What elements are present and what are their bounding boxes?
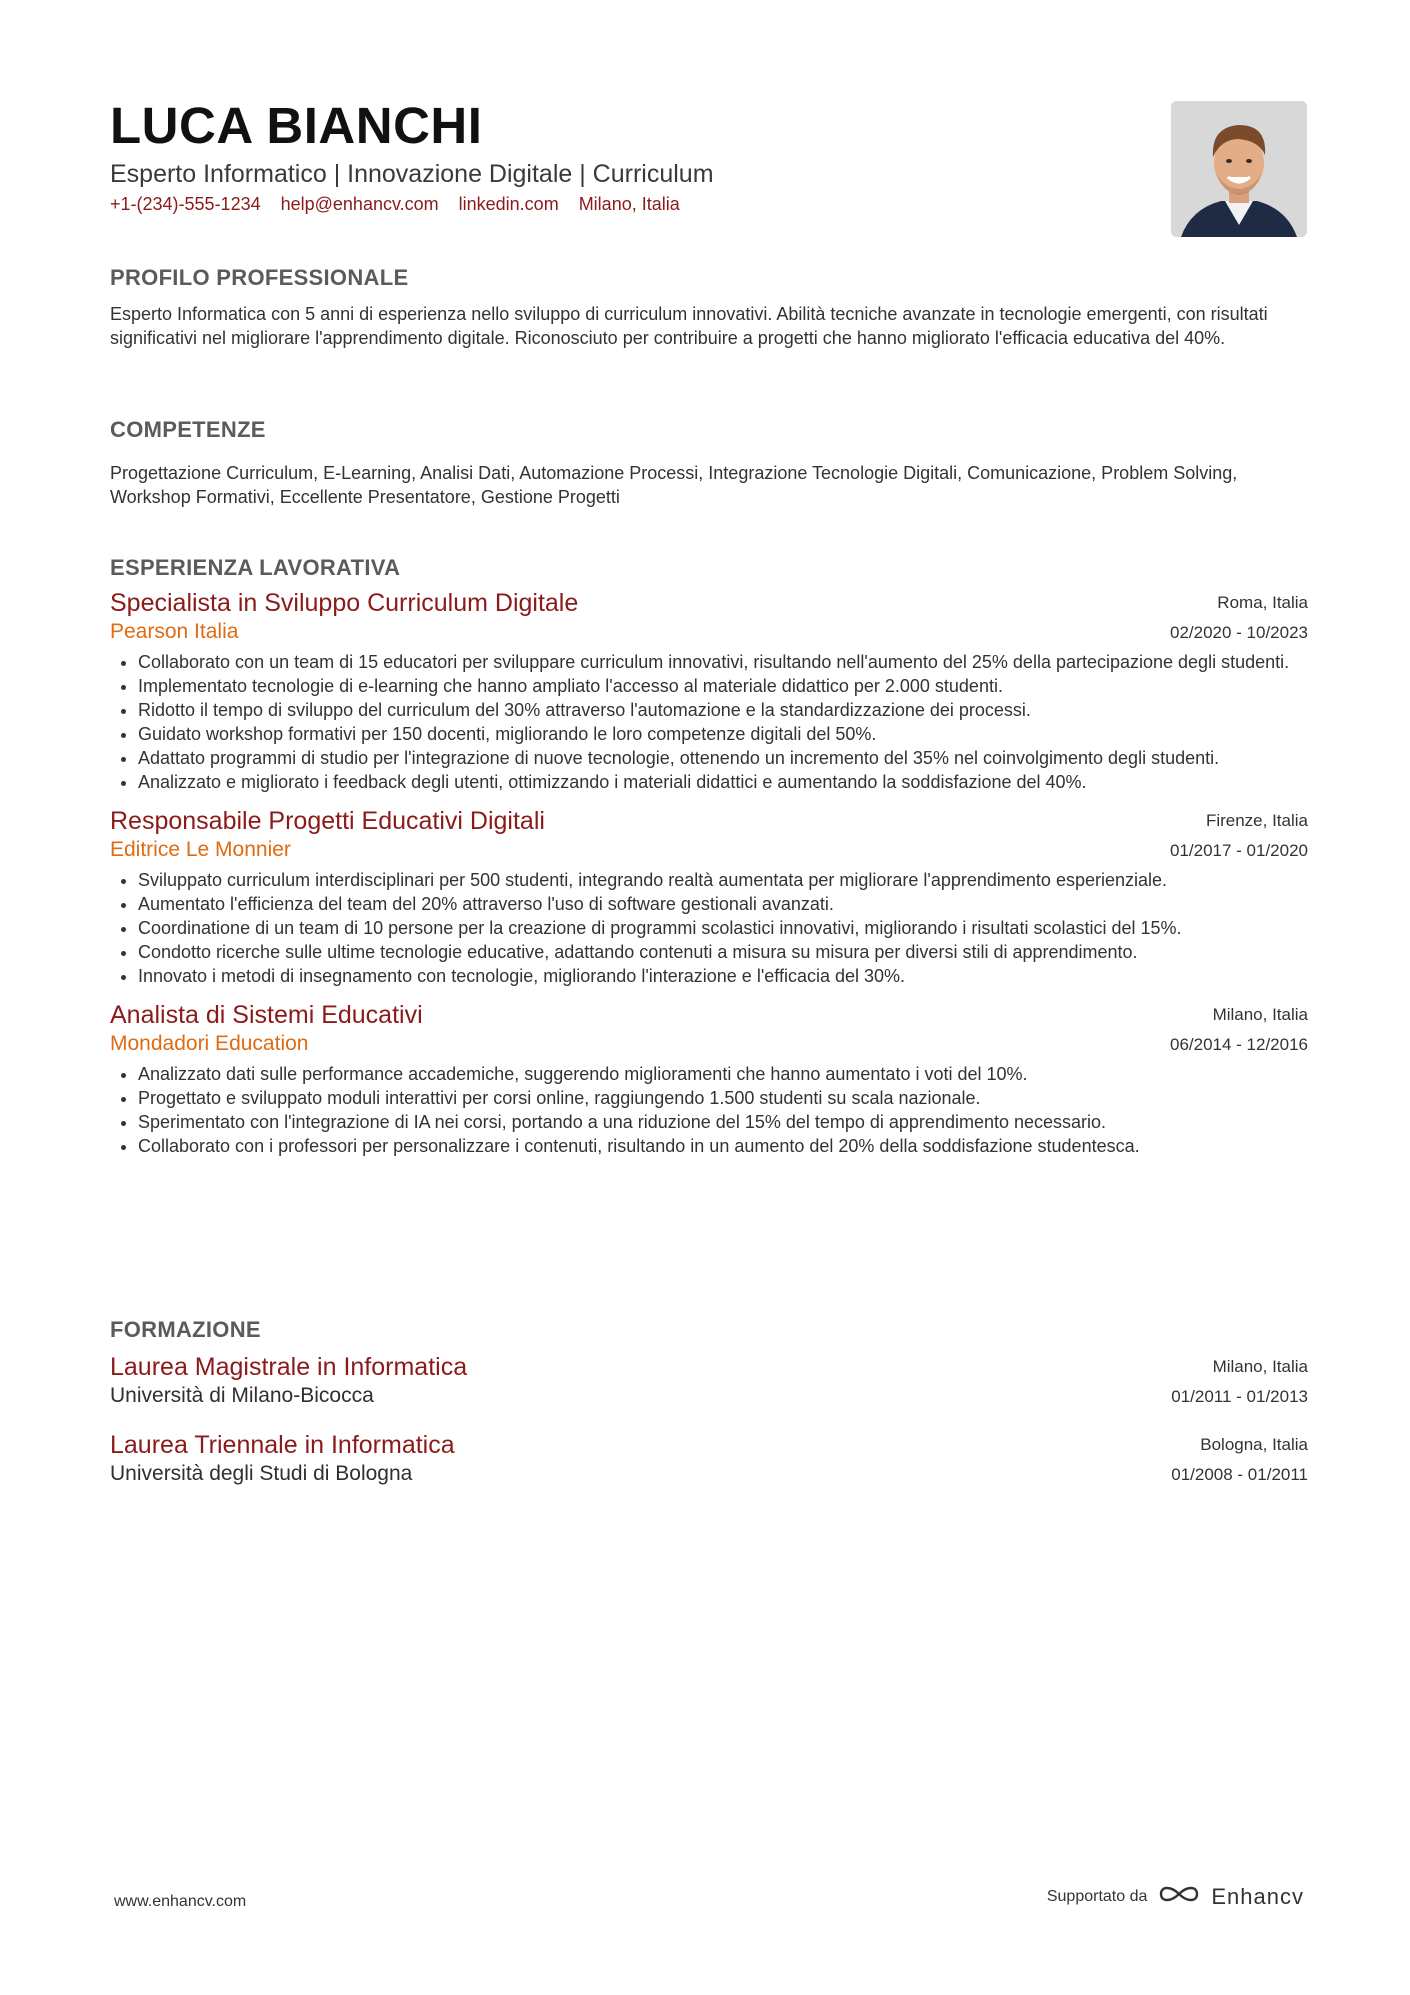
education-dates: 01/2011 - 01/2013 <box>1171 1387 1308 1406</box>
education-location: Milano, Italia <box>1212 1357 1308 1376</box>
job-title: Analista di Sistemi Educativi <box>110 1001 423 1029</box>
contact-email[interactable]: help@enhancv.com <box>280 194 439 214</box>
achievement-item: • Coordinatione di un team di 10 persone per la creazione di programmi scolastici innovativi, migliorando i risultati scolastici del 15%. <box>138 916 1308 940</box>
school-name: Università di Milano-Bicocca <box>110 1384 374 1407</box>
profile-section <box>110 264 1308 350</box>
profile-summary: Esperto Informatica con 5 anni di esperienza nello sviluppo di curriculum innovativi. Abilità tecniche avanzate in tecnologie emergenti, con risultati significativi nel migliorare l'apprendimento digitale. Riconosciuto per contribuire a progetti che hanno migliorato l'efficacia educativa del 40%. <box>110 304 1268 348</box>
company-name: Mondadori Education <box>110 1032 309 1055</box>
education-section <box>110 1316 1308 1488</box>
company-name: Pearson Italia <box>110 620 239 643</box>
skills-section <box>110 416 1308 509</box>
powered-by-label: Supportato da <box>1046 1887 1148 1905</box>
achievement-item: • Analizzato dati sulle performance accademiche, suggerendo miglioramenti che hanno aumentato i voti del 10%. <box>138 1062 1308 1086</box>
school-name: Università degli Studi di Bologna <box>110 1462 413 1485</box>
education-meta <box>1171 1352 1308 1412</box>
experience-entry <box>110 806 1308 988</box>
education-dates: 01/2008 - 01/2011 <box>1171 1465 1308 1484</box>
achievement-item: • Guidato workshop formativi per 150 docenti, migliorando le loro competenze digitali del 50%. <box>138 722 1308 746</box>
education-section-title: FORMAZIONE <box>110 1317 261 1342</box>
contact-location: Milano, Italia <box>578 194 680 214</box>
job-meta <box>1170 1000 1308 1060</box>
job-dates: 06/2014 - 12/2016 <box>1169 1035 1308 1054</box>
achievement-item: • Aumentato l'efficienza del team del 20% attraverso l'uso di software gestionali avanzati. <box>138 892 1308 916</box>
profile-photo <box>1171 101 1307 237</box>
experience-section-title: ESPERIENZA LAVORATIVA <box>110 555 401 580</box>
achievement-item: • Condotto ricerche sulle ultime tecnologie educative, adattando contenuti a misura su misura per diversi stili di apprendimento. <box>138 940 1308 964</box>
job-title: Responsabile Progetti Educativi Digitali <box>110 807 545 835</box>
experience-entry <box>110 588 1308 794</box>
job-dates: 01/2017 - 01/2020 <box>1169 841 1308 860</box>
education-entry <box>110 1430 1308 1488</box>
job-achievements <box>110 650 1308 794</box>
degree-title: Laurea Triennale in Informatica <box>110 1431 455 1459</box>
job-meta <box>1170 806 1308 866</box>
achievement-item: • Adattato programmi di studio per l'integrazione di nuove tecnologie, ottenendo un incremento del 35% nel coinvolgimento degli studenti. <box>138 746 1308 770</box>
footer-branding <box>1047 1882 1304 1911</box>
footer-website[interactable]: www.enhancv.com <box>114 1893 247 1910</box>
achievement-item: • Implementato tecnologie di e-learning che hanno ampliato l'accesso al materiale didattico per 2.000 studenti. <box>138 674 1308 698</box>
contact-phone[interactable]: +1-(234)-555-1234 <box>110 194 261 214</box>
achievement-item: • Collaborato con un team di 15 educatori per sviluppare curriculum innovativi, risultando nell'aumento del 25% della partecipazione degli studenti. <box>138 650 1308 674</box>
education-entry <box>110 1352 1308 1410</box>
job-achievements <box>110 1062 1308 1158</box>
resume-header <box>110 96 1308 215</box>
profile-section-title: PROFILO PROFESSIONALE <box>110 265 409 290</box>
experience-entry <box>110 1000 1308 1158</box>
experience-section <box>110 554 1308 1158</box>
job-location: Roma, Italia <box>1217 593 1308 612</box>
contact-info <box>110 194 1308 215</box>
contact-linkedin[interactable]: linkedin.com <box>458 194 559 214</box>
education-location: Bologna, Italia <box>1200 1435 1308 1454</box>
skills-list: Progettazione Curriculum, E-Learning, Analisi Dati, Automazione Processi, Integrazione Tecnologie Digitali, Comunicazione, Problem Solving, Workshop Formativi, Eccellente Presentatore, Gestione Progetti <box>110 463 1238 507</box>
achievement-item: • Collaborato con i professori per personalizzare i contenuti, risultando in un aumento del 20% della soddisfazione studentesca. <box>138 1134 1308 1158</box>
company-name: Editrice Le Monnier <box>110 838 291 861</box>
job-location: Firenze, Italia <box>1205 811 1308 830</box>
candidate-tagline: Esperto Informatico | Innovazione Digitale | Curriculum <box>110 160 714 188</box>
degree-title: Laurea Magistrale in Informatica <box>110 1353 468 1381</box>
achievement-item: • Analizzato e migliorato i feedback degli utenti, ottimizzando i materiali didattici e aumentando la soddisfazione del 40%. <box>138 770 1308 794</box>
job-location: Milano, Italia <box>1212 1005 1308 1024</box>
job-dates: 02/2020 - 10/2023 <box>1169 623 1308 642</box>
job-meta <box>1170 588 1308 648</box>
job-title: Specialista in Sviluppo Curriculum Digitale <box>110 589 579 617</box>
profile-photo-image <box>1171 101 1307 237</box>
enhancv-brand: Enhancv <box>1211 1883 1304 1909</box>
skills-section-title: COMPETENZE <box>110 417 266 442</box>
achievement-item: • Progettato e sviluppato moduli interattivi per corsi online, raggiungendo 1.500 studenti su scala nazionale. <box>138 1086 1308 1110</box>
achievement-item: • Innovato i metodi di insegnamento con tecnologie, migliorando l'interazione e l'efficacia del 30%. <box>138 964 1308 988</box>
achievement-item: • Ridotto il tempo di sviluppo del curriculum del 30% attraverso l'automazione e la standardizzazione dei processi. <box>138 698 1308 722</box>
enhancv-logo-icon <box>1157 1882 1201 1911</box>
education-meta <box>1171 1430 1308 1490</box>
candidate-name: LUCA BIANCHI <box>110 97 483 154</box>
achievement-item: • Sperimentato con l'integrazione di IA nei corsi, portando a una riduzione del 15% del tempo di apprendimento necessario. <box>138 1110 1308 1134</box>
job-achievements <box>110 868 1308 988</box>
achievement-item: • Sviluppato curriculum interdisciplinari per 500 studenti, integrando realtà aumentata per migliorare l'apprendimento esperienziale. <box>138 868 1308 892</box>
